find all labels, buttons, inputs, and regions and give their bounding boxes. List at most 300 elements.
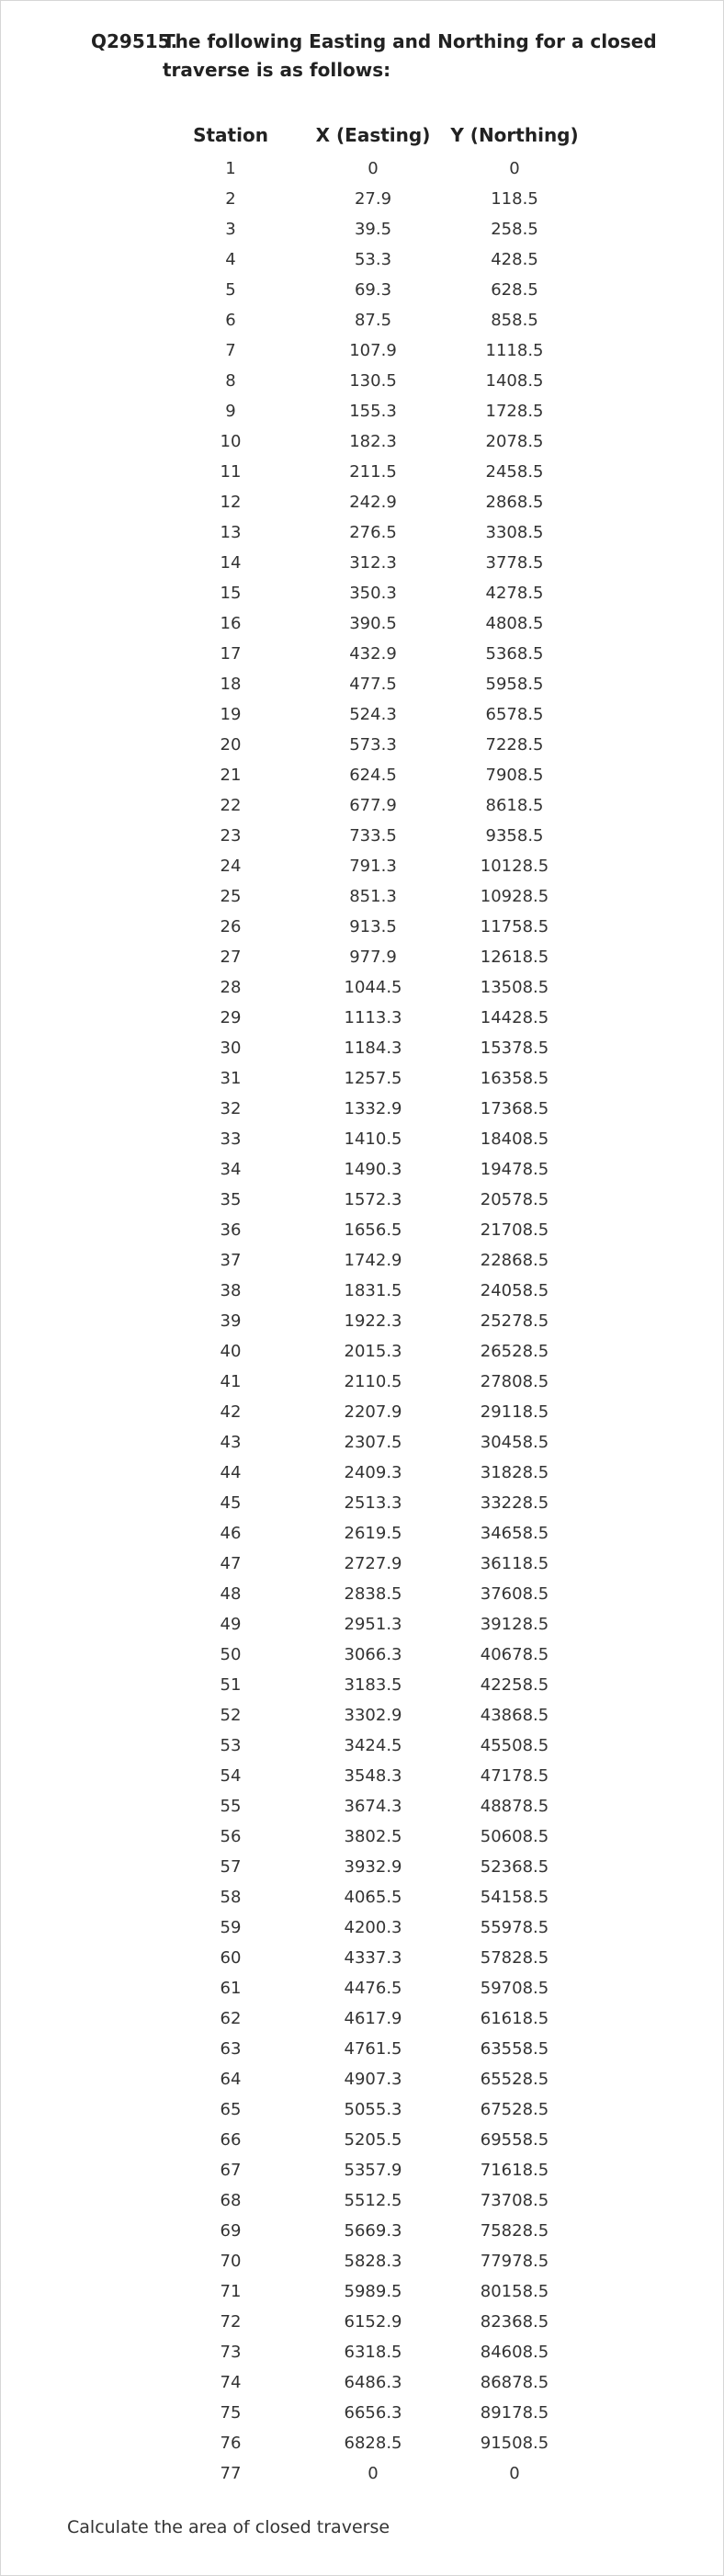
station-cell: 47 bbox=[220, 1554, 242, 1573]
northing-cell: 2868.5 bbox=[485, 493, 544, 512]
station-cell: 74 bbox=[220, 2373, 242, 2392]
easting-cell: 1044.5 bbox=[344, 978, 402, 997]
station-cell: 32 bbox=[220, 1099, 242, 1118]
easting-cell: 1490.3 bbox=[344, 1160, 402, 1179]
easting-cell: 87.5 bbox=[354, 311, 392, 330]
northing-cell: 11758.5 bbox=[480, 917, 549, 936]
northing-cell: 4278.5 bbox=[485, 584, 544, 603]
station-cell: 54 bbox=[220, 1766, 242, 1786]
station-cell: 73 bbox=[220, 2343, 242, 2362]
table-row bbox=[1, 1672, 724, 1702]
easting-cell: 624.5 bbox=[349, 766, 397, 785]
table-row bbox=[1, 974, 724, 1004]
easting-cell: 130.5 bbox=[349, 371, 397, 391]
question-number: Q29515. bbox=[91, 30, 178, 52]
easting-cell: 69.3 bbox=[354, 280, 392, 300]
station-cell: 45 bbox=[220, 1493, 242, 1513]
station-cell: 14 bbox=[220, 553, 242, 573]
northing-cell: 26528.5 bbox=[480, 1342, 549, 1361]
northing-cell: 15378.5 bbox=[480, 1038, 549, 1058]
table-row bbox=[1, 307, 724, 337]
station-cell: 20 bbox=[220, 735, 242, 755]
station-cell: 1 bbox=[225, 159, 236, 178]
station-cell: 8 bbox=[225, 371, 236, 391]
northing-cell: 31828.5 bbox=[480, 1463, 549, 1482]
northing-cell: 34658.5 bbox=[480, 1524, 549, 1543]
easting-cell: 276.5 bbox=[349, 523, 397, 542]
column-header-station: Station bbox=[193, 124, 268, 146]
northing-cell: 84608.5 bbox=[480, 2343, 549, 2362]
northing-cell: 50608.5 bbox=[480, 1827, 549, 1846]
station-cell: 68 bbox=[220, 2191, 242, 2210]
station-cell: 18 bbox=[220, 675, 242, 694]
easting-cell: 6828.5 bbox=[344, 2434, 402, 2453]
northing-cell: 5958.5 bbox=[485, 675, 544, 694]
easting-cell: 3548.3 bbox=[344, 1766, 402, 1786]
station-cell: 59 bbox=[220, 1918, 242, 1937]
easting-cell: 312.3 bbox=[349, 553, 397, 573]
northing-cell: 24058.5 bbox=[480, 1281, 549, 1300]
station-cell: 46 bbox=[220, 1524, 242, 1543]
table-row bbox=[1, 2187, 724, 2218]
table-row bbox=[1, 641, 724, 671]
table-row bbox=[1, 1641, 724, 1672]
northing-cell: 14428.5 bbox=[480, 1008, 549, 1027]
station-cell: 4 bbox=[225, 250, 236, 269]
easting-cell: 4617.9 bbox=[344, 2009, 402, 2028]
northing-cell: 12618.5 bbox=[480, 948, 549, 967]
northing-cell: 3778.5 bbox=[485, 553, 544, 573]
table-row bbox=[1, 2066, 724, 2096]
station-cell: 58 bbox=[220, 1888, 242, 1907]
station-cell: 29 bbox=[220, 1008, 242, 1027]
table-row bbox=[1, 1763, 724, 1793]
table-row bbox=[1, 610, 724, 641]
northing-cell: 73708.5 bbox=[480, 2191, 549, 2210]
table-header bbox=[1, 124, 724, 152]
easting-cell: 6152.9 bbox=[344, 2312, 402, 2332]
easting-cell: 1572.3 bbox=[344, 1190, 402, 1209]
station-cell: 36 bbox=[220, 1220, 242, 1240]
easting-cell: 3302.9 bbox=[344, 1706, 402, 1725]
easting-cell: 2409.3 bbox=[344, 1463, 402, 1482]
station-cell: 34 bbox=[220, 1160, 242, 1179]
northing-cell: 13508.5 bbox=[480, 978, 549, 997]
station-cell: 55 bbox=[220, 1797, 242, 1816]
northing-cell: 22868.5 bbox=[480, 1251, 549, 1270]
northing-cell: 19478.5 bbox=[480, 1160, 549, 1179]
question-text-line-2: traverse is as follows: bbox=[163, 59, 391, 81]
easting-cell: 2307.5 bbox=[344, 1433, 402, 1452]
station-cell: 22 bbox=[220, 796, 242, 815]
northing-cell: 16358.5 bbox=[480, 1069, 549, 1088]
easting-cell: 791.3 bbox=[349, 857, 397, 876]
table-row bbox=[1, 2096, 724, 2127]
easting-cell: 1410.5 bbox=[344, 1129, 402, 1149]
station-cell: 23 bbox=[220, 826, 242, 845]
easting-cell: 851.3 bbox=[349, 887, 397, 906]
station-cell: 17 bbox=[220, 644, 242, 664]
easting-cell: 6318.5 bbox=[344, 2343, 402, 2362]
station-cell: 43 bbox=[220, 1433, 242, 1452]
easting-cell: 0 bbox=[368, 159, 379, 178]
easting-cell: 390.5 bbox=[349, 614, 397, 633]
northing-cell: 65528.5 bbox=[480, 2070, 549, 2089]
northing-cell: 25278.5 bbox=[480, 1311, 549, 1331]
table-row bbox=[1, 1884, 724, 1914]
table-row bbox=[1, 1581, 724, 1611]
easting-cell: 2513.3 bbox=[344, 1493, 402, 1513]
northing-cell: 2458.5 bbox=[485, 462, 544, 482]
column-header-easting: X (Easting) bbox=[315, 124, 431, 146]
table-row bbox=[1, 186, 724, 216]
easting-cell: 4907.3 bbox=[344, 2070, 402, 2089]
easting-cell: 5205.5 bbox=[344, 2130, 402, 2150]
easting-cell: 524.3 bbox=[349, 705, 397, 724]
table-row bbox=[1, 155, 724, 186]
northing-cell: 61618.5 bbox=[480, 2009, 549, 2028]
station-cell: 53 bbox=[220, 1736, 242, 1755]
table-row bbox=[1, 1186, 724, 1217]
northing-cell: 858.5 bbox=[491, 311, 538, 330]
table-row bbox=[1, 2369, 724, 2400]
station-cell: 35 bbox=[220, 1190, 242, 1209]
table-row bbox=[1, 1490, 724, 1520]
station-cell: 31 bbox=[220, 1069, 242, 1088]
table-row bbox=[1, 1308, 724, 1338]
easting-cell: 39.5 bbox=[354, 220, 392, 239]
northing-cell: 43868.5 bbox=[480, 1706, 549, 1725]
table-row bbox=[1, 1429, 724, 1459]
northing-cell: 69558.5 bbox=[480, 2130, 549, 2150]
station-cell: 76 bbox=[220, 2434, 242, 2453]
table-row bbox=[1, 2278, 724, 2309]
station-cell: 75 bbox=[220, 2403, 242, 2423]
easting-cell: 2015.3 bbox=[344, 1342, 402, 1361]
station-cell: 10 bbox=[220, 432, 242, 451]
table-row bbox=[1, 2248, 724, 2278]
easting-cell: 2207.9 bbox=[344, 1402, 402, 1422]
station-cell: 33 bbox=[220, 1129, 242, 1149]
table-row bbox=[1, 1550, 724, 1581]
easting-cell: 733.5 bbox=[349, 826, 397, 845]
table-row bbox=[1, 2036, 724, 2066]
table-row bbox=[1, 883, 724, 914]
northing-cell: 3308.5 bbox=[485, 523, 544, 542]
easting-cell: 2727.9 bbox=[344, 1554, 402, 1573]
table-row bbox=[1, 2460, 724, 2491]
easting-cell: 1184.3 bbox=[344, 1038, 402, 1058]
station-cell: 56 bbox=[220, 1827, 242, 1846]
table-row bbox=[1, 762, 724, 792]
table-row bbox=[1, 2127, 724, 2157]
station-cell: 41 bbox=[220, 1372, 242, 1391]
station-cell: 40 bbox=[220, 1342, 242, 1361]
table-row bbox=[1, 580, 724, 610]
station-cell: 49 bbox=[220, 1615, 242, 1634]
station-cell: 19 bbox=[220, 705, 242, 724]
station-cell: 11 bbox=[220, 462, 242, 482]
station-cell: 9 bbox=[225, 402, 236, 421]
station-cell: 21 bbox=[220, 766, 242, 785]
northing-cell: 1728.5 bbox=[485, 402, 544, 421]
table-row bbox=[1, 1095, 724, 1126]
northing-cell: 1408.5 bbox=[485, 371, 544, 391]
easting-cell: 4761.5 bbox=[344, 2039, 402, 2059]
easting-cell: 573.3 bbox=[349, 735, 397, 755]
table-row bbox=[1, 1035, 724, 1065]
station-cell: 25 bbox=[220, 887, 242, 906]
table-row bbox=[1, 914, 724, 944]
easting-cell: 1656.5 bbox=[344, 1220, 402, 1240]
table-row bbox=[1, 823, 724, 853]
northing-cell: 7908.5 bbox=[485, 766, 544, 785]
easting-cell: 6486.3 bbox=[344, 2373, 402, 2392]
table-row bbox=[1, 1277, 724, 1308]
table-row bbox=[1, 337, 724, 368]
northing-cell: 7228.5 bbox=[485, 735, 544, 755]
easting-cell: 0 bbox=[368, 2464, 379, 2483]
northing-cell: 39128.5 bbox=[480, 1615, 549, 1634]
northing-cell: 258.5 bbox=[491, 220, 538, 239]
northing-cell: 18408.5 bbox=[480, 1129, 549, 1149]
easting-cell: 6656.3 bbox=[344, 2403, 402, 2423]
table-row bbox=[1, 428, 724, 459]
table-row bbox=[1, 2005, 724, 2036]
northing-cell: 10928.5 bbox=[480, 887, 549, 906]
easting-cell: 5055.3 bbox=[344, 2100, 402, 2119]
northing-cell: 20578.5 bbox=[480, 1190, 549, 1209]
northing-cell: 75828.5 bbox=[480, 2221, 549, 2241]
northing-cell: 21708.5 bbox=[480, 1220, 549, 1240]
easting-cell: 242.9 bbox=[349, 493, 397, 512]
instruction-text: Calculate the area of closed traverse bbox=[67, 2517, 390, 2537]
easting-cell: 5828.3 bbox=[344, 2252, 402, 2271]
northing-cell: 59708.5 bbox=[480, 1979, 549, 1998]
table-row bbox=[1, 2218, 724, 2248]
station-cell: 30 bbox=[220, 1038, 242, 1058]
easting-cell: 2110.5 bbox=[344, 1372, 402, 1391]
northing-cell: 30458.5 bbox=[480, 1433, 549, 1452]
table-row bbox=[1, 1338, 724, 1368]
station-cell: 44 bbox=[220, 1463, 242, 1482]
northing-cell: 55978.5 bbox=[480, 1918, 549, 1937]
table-row bbox=[1, 368, 724, 398]
easting-cell: 2838.5 bbox=[344, 1584, 402, 1604]
station-cell: 63 bbox=[220, 2039, 242, 2059]
easting-cell: 432.9 bbox=[349, 644, 397, 664]
easting-cell: 107.9 bbox=[349, 341, 397, 360]
northing-cell: 5368.5 bbox=[485, 644, 544, 664]
column-header-northing: Y (Northing) bbox=[450, 124, 579, 146]
station-cell: 15 bbox=[220, 584, 242, 603]
northing-cell: 91508.5 bbox=[480, 2434, 549, 2453]
northing-cell: 1118.5 bbox=[485, 341, 544, 360]
table-row bbox=[1, 2400, 724, 2430]
northing-cell: 27808.5 bbox=[480, 1372, 549, 1391]
station-cell: 7 bbox=[225, 341, 236, 360]
northing-cell: 42258.5 bbox=[480, 1675, 549, 1695]
station-cell: 64 bbox=[220, 2070, 242, 2089]
station-cell: 66 bbox=[220, 2130, 242, 2150]
table-row bbox=[1, 1065, 724, 1095]
easting-cell: 3932.9 bbox=[344, 1857, 402, 1877]
station-cell: 70 bbox=[220, 2252, 242, 2271]
station-cell: 3 bbox=[225, 220, 236, 239]
table-row bbox=[1, 1520, 724, 1550]
northing-cell: 52368.5 bbox=[480, 1857, 549, 1877]
station-cell: 50 bbox=[220, 1645, 242, 1664]
northing-cell: 77978.5 bbox=[480, 2252, 549, 2271]
station-cell: 2 bbox=[225, 189, 236, 209]
easting-cell: 1922.3 bbox=[344, 1311, 402, 1331]
station-cell: 28 bbox=[220, 978, 242, 997]
table-row bbox=[1, 701, 724, 732]
easting-cell: 5669.3 bbox=[344, 2221, 402, 2241]
station-cell: 6 bbox=[225, 311, 236, 330]
station-cell: 38 bbox=[220, 1281, 242, 1300]
station-cell: 69 bbox=[220, 2221, 242, 2241]
table-row bbox=[1, 1975, 724, 2005]
table-row bbox=[1, 671, 724, 701]
table-row bbox=[1, 792, 724, 823]
table-row bbox=[1, 1004, 724, 1035]
easting-cell: 3424.5 bbox=[344, 1736, 402, 1755]
northing-cell: 428.5 bbox=[491, 250, 538, 269]
northing-cell: 33228.5 bbox=[480, 1493, 549, 1513]
table-row bbox=[1, 2339, 724, 2369]
table-row bbox=[1, 1217, 724, 1247]
easting-cell: 4476.5 bbox=[344, 1979, 402, 1998]
station-cell: 13 bbox=[220, 523, 242, 542]
coordinate-table-body bbox=[1, 155, 724, 2491]
table-row bbox=[1, 1702, 724, 1732]
table-row bbox=[1, 1368, 724, 1399]
station-cell: 72 bbox=[220, 2312, 242, 2332]
table-row bbox=[1, 1914, 724, 1945]
table-row bbox=[1, 1854, 724, 1884]
station-cell: 62 bbox=[220, 2009, 242, 2028]
station-cell: 61 bbox=[220, 1979, 242, 1998]
easting-cell: 3802.5 bbox=[344, 1827, 402, 1846]
northing-cell: 29118.5 bbox=[480, 1402, 549, 1422]
northing-cell: 10128.5 bbox=[480, 857, 549, 876]
table-row bbox=[1, 277, 724, 307]
northing-cell: 0 bbox=[509, 159, 520, 178]
easting-cell: 3066.3 bbox=[344, 1645, 402, 1664]
northing-cell: 86878.5 bbox=[480, 2373, 549, 2392]
easting-cell: 155.3 bbox=[349, 402, 397, 421]
station-cell: 26 bbox=[220, 917, 242, 936]
easting-cell: 350.3 bbox=[349, 584, 397, 603]
easting-cell: 2619.5 bbox=[344, 1524, 402, 1543]
station-cell: 24 bbox=[220, 857, 242, 876]
northing-cell: 2078.5 bbox=[485, 432, 544, 451]
easting-cell: 913.5 bbox=[349, 917, 397, 936]
table-row bbox=[1, 398, 724, 428]
station-cell: 16 bbox=[220, 614, 242, 633]
station-cell: 71 bbox=[220, 2282, 242, 2301]
easting-cell: 477.5 bbox=[349, 675, 397, 694]
northing-cell: 8618.5 bbox=[485, 796, 544, 815]
easting-cell: 211.5 bbox=[349, 462, 397, 482]
easting-cell: 3674.3 bbox=[344, 1797, 402, 1816]
table-row bbox=[1, 2430, 724, 2460]
table-row bbox=[1, 1126, 724, 1156]
northing-cell: 54158.5 bbox=[480, 1888, 549, 1907]
easting-cell: 1113.3 bbox=[344, 1008, 402, 1027]
table-row bbox=[1, 1247, 724, 1277]
table-row bbox=[1, 2309, 724, 2339]
easting-cell: 4200.3 bbox=[344, 1918, 402, 1937]
northing-cell: 4808.5 bbox=[485, 614, 544, 633]
northing-cell: 9358.5 bbox=[485, 826, 544, 845]
station-cell: 37 bbox=[220, 1251, 242, 1270]
northing-cell: 63558.5 bbox=[480, 2039, 549, 2059]
table-row bbox=[1, 1945, 724, 1975]
easting-cell: 1831.5 bbox=[344, 1281, 402, 1300]
easting-cell: 1742.9 bbox=[344, 1251, 402, 1270]
table-row bbox=[1, 1399, 724, 1429]
easting-cell: 2951.3 bbox=[344, 1615, 402, 1634]
easting-cell: 4065.5 bbox=[344, 1888, 402, 1907]
station-cell: 52 bbox=[220, 1706, 242, 1725]
northing-cell: 48878.5 bbox=[480, 1797, 549, 1816]
station-cell: 39 bbox=[220, 1311, 242, 1331]
table-row bbox=[1, 1793, 724, 1823]
easting-cell: 182.3 bbox=[349, 432, 397, 451]
station-cell: 51 bbox=[220, 1675, 242, 1695]
easting-cell: 5512.5 bbox=[344, 2191, 402, 2210]
station-cell: 5 bbox=[225, 280, 236, 300]
table-row bbox=[1, 944, 724, 974]
northing-cell: 57828.5 bbox=[480, 1948, 549, 1968]
easting-cell: 3183.5 bbox=[344, 1675, 402, 1695]
northing-cell: 36118.5 bbox=[480, 1554, 549, 1573]
northing-cell: 6578.5 bbox=[485, 705, 544, 724]
table-row bbox=[1, 1459, 724, 1490]
northing-cell: 47178.5 bbox=[480, 1766, 549, 1786]
station-cell: 57 bbox=[220, 1857, 242, 1877]
easting-cell: 977.9 bbox=[349, 948, 397, 967]
table-row bbox=[1, 853, 724, 883]
easting-cell: 53.3 bbox=[354, 250, 392, 269]
table-row bbox=[1, 1611, 724, 1641]
northing-cell: 0 bbox=[509, 2464, 520, 2483]
station-cell: 12 bbox=[220, 493, 242, 512]
easting-cell: 27.9 bbox=[354, 189, 392, 209]
northing-cell: 17368.5 bbox=[480, 1099, 549, 1118]
easting-cell: 677.9 bbox=[349, 796, 397, 815]
northing-cell: 89178.5 bbox=[480, 2403, 549, 2423]
easting-cell: 5989.5 bbox=[344, 2282, 402, 2301]
table-row bbox=[1, 216, 724, 246]
table-row bbox=[1, 459, 724, 489]
station-cell: 42 bbox=[220, 1402, 242, 1422]
northing-cell: 80158.5 bbox=[480, 2282, 549, 2301]
station-cell: 48 bbox=[220, 1584, 242, 1604]
northing-cell: 45508.5 bbox=[480, 1736, 549, 1755]
table-row bbox=[1, 1156, 724, 1186]
northing-cell: 37608.5 bbox=[480, 1584, 549, 1604]
easting-cell: 1257.5 bbox=[344, 1069, 402, 1088]
station-cell: 65 bbox=[220, 2100, 242, 2119]
northing-cell: 118.5 bbox=[491, 189, 538, 209]
table-row bbox=[1, 732, 724, 762]
table-row bbox=[1, 1732, 724, 1763]
station-cell: 77 bbox=[220, 2464, 242, 2483]
northing-cell: 40678.5 bbox=[480, 1645, 549, 1664]
